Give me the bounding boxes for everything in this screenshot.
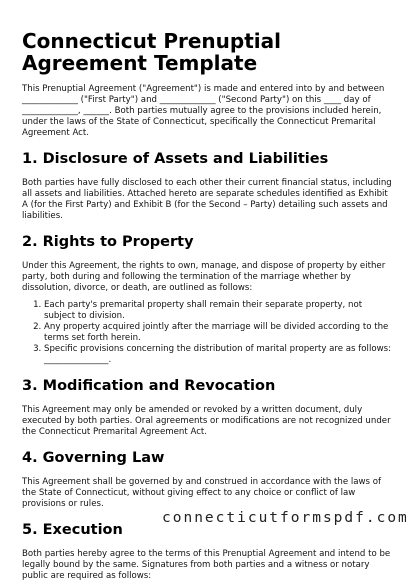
section-heading-property-rights: 2. Rights to Property <box>22 234 194 250</box>
section-text-modification: This Agreement may only be amended or revoked by a written document, duly executed by both parties. Oral agreements or modifications are not recognized under the Connecticut Premarital Agreement Act. <box>22 405 391 437</box>
section-text-disclosure: Both parties have fully disclosed to each other their current financial status, including all assets and liabilities. Attached hereto are separate schedules identified as Exhibit A (for the First Party) and Exhibit B (for the Second – Party) detailing such assets and liabilities. <box>22 178 392 221</box>
section-heading-modification: 3. Modification and Revocation <box>22 378 276 394</box>
site-watermark: connecticutformspdf.com <box>162 510 409 526</box>
section-text-execution: Both parties hereby agree to the terms of this Prenuptial Agreement and intend to be legally bound by the same. Signatures from both parties and a witness or notary public are required as follows: <box>22 549 391 581</box>
section-heading-disclosure: 1. Disclosure of Assets and Liabilities <box>22 151 329 167</box>
list-item: 3. Specific provisions concerning the distribution of marital property are as follows: _______________. <box>44 344 395 366</box>
list-item: 2. Any property acquired jointly after the marriage will be divided according to the terms set forth herein. <box>44 322 395 344</box>
section-heading-execution: 5. Execution <box>22 522 123 538</box>
document-title: Connecticut Prenuptial Agreement Template <box>22 29 281 75</box>
property-rights-list <box>22 300 395 366</box>
list-item: 1. Each party's premarital property shall remain their separate property, not subject to division. <box>44 300 395 322</box>
section-text-property-rights: Under this Agreement, the rights to own, manage, and dispose of property by either party, both during and following the termination of the marriage whether by dissolution, divorce, or death, are outlined as follows: <box>22 261 386 293</box>
intro-paragraph: This Prenuptial Agreement ("Agreement") is made and entered into by and between _____________ ("First Party") and _____________ ("Second Party") on this ____ day of _____________, ______. Both parties mutually agree to the provisions included herein, under the laws of the State of Connecticut, specifically the Connecticut Premarital Agreement Act. <box>22 84 385 138</box>
section-text-governing-law: This Agreement shall be governed by and construed in accordance with the laws of the State of Connecticut, without giving effect to any choice or conflict of law provisions or rules. <box>22 477 382 509</box>
section-heading-governing-law: 4. Governing Law <box>22 450 165 466</box>
